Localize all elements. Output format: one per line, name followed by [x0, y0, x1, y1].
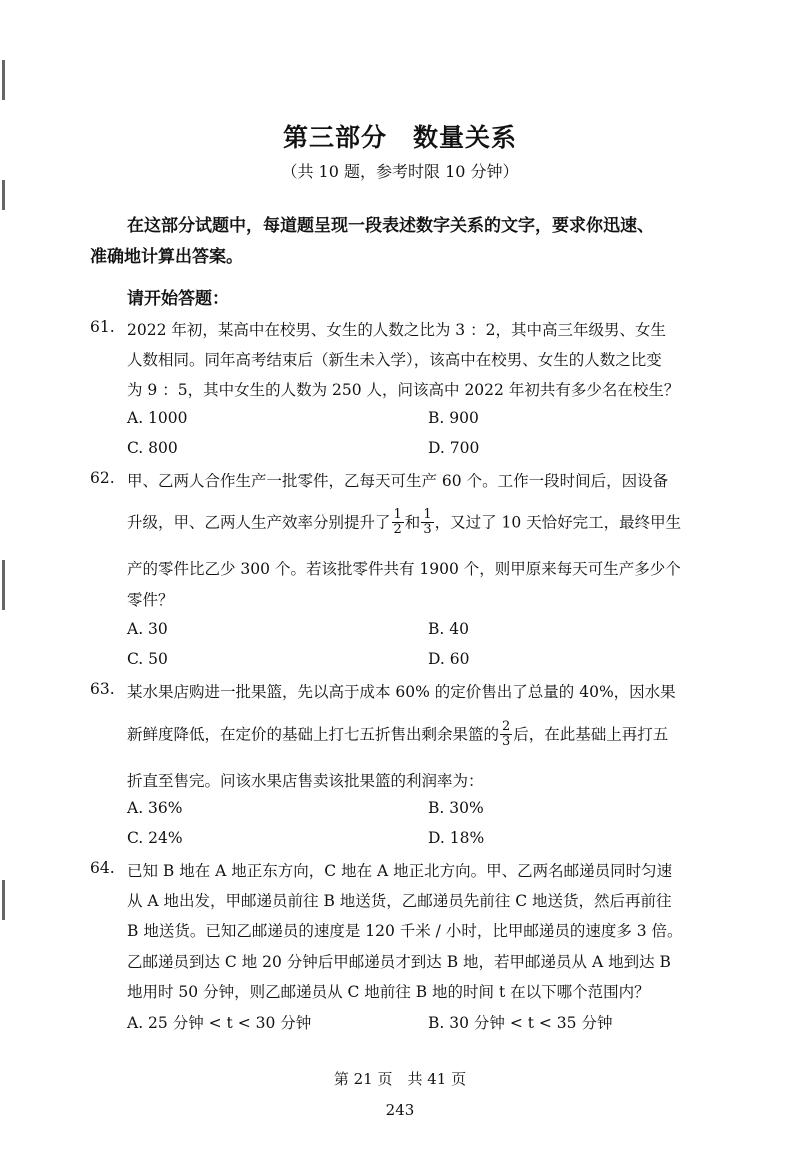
fraction-denominator: 2: [393, 522, 402, 537]
question-text-line: 产的零件比乙少 300 个。若该批零件共有 1900 个，则甲原来每天可生产多少个: [127, 560, 681, 578]
question-text-line: 乙邮递员到达 C 地 20 分钟后甲邮递员才到达 B 地，若甲邮递员从 A 地到达 B: [127, 953, 671, 971]
instructions-line-2: 准确地计算出答案。: [90, 247, 243, 267]
fraction-one-third: [421, 508, 433, 537]
fraction-one-half: [392, 508, 404, 537]
question-text-line: 地用时 50 分钟，则乙邮递员从 C 地前往 B 地的时间 t 在以下哪个范围内？: [127, 983, 650, 1001]
question-number: 61.: [90, 318, 115, 336]
question-text-line: 甲、乙两人合作生产一批零件，乙每天可生产 60 个。工作一段时间后，因设备: [127, 472, 669, 490]
fraction-denominator: 3: [502, 734, 511, 749]
page-indicator: 第 21 页 共 41 页: [333, 1070, 467, 1088]
option-d: D. 60: [428, 650, 470, 668]
question-text-line: 为 9 ：5，其中女生的人数为 250 人，问该高中 2022 年初共有多少名在校生？: [127, 381, 680, 399]
option-a: A. 30: [127, 620, 168, 638]
fraction-two-thirds: [500, 720, 512, 749]
option-a: A. 25 分钟 < t < 30 分钟: [127, 1014, 312, 1032]
text-segment: ，又过了 10 天恰好完工，最终甲生: [434, 513, 682, 532]
fraction-numerator: 1: [393, 507, 402, 522]
option-a: A. 1000: [127, 409, 188, 427]
question-text-line: 2022 年初，某高中在校男、女生的人数之比为 3 ：2，其中高三年级男、女生: [127, 321, 666, 339]
question-text-line: 人数相同。同年高考结束后（新生未入学），该高中在校男、女生的人数之比变: [127, 351, 662, 369]
page-number: 243: [385, 1101, 415, 1119]
text-segment: 升级，甲、乙两人生产效率分别提升了: [127, 513, 391, 532]
option-c: C. 50: [127, 650, 168, 668]
section-subtitle: （共 10 题，参考时限 10 分钟）: [281, 162, 519, 181]
question-text-line: 零件？: [127, 591, 174, 609]
option-b: B. 40: [428, 620, 469, 638]
margin-mark: [2, 560, 5, 610]
question-text-line: 已知 B 地在 A 地正东方向，C 地在 A 地正北方向。甲、乙两名邮递员同时匀速: [127, 862, 673, 880]
margin-mark: [2, 60, 5, 100]
option-a: A. 36%: [127, 799, 183, 817]
instructions-line-1: 在这部分试题中，每道题呈现一段表述数字关系的文字，要求你迅速、: [127, 216, 654, 236]
question-text-line-with-fractions: [127, 509, 681, 538]
text-segment: 和: [404, 513, 421, 532]
question-text-line: B 地送货。已知乙邮递员的速度是 120 千米 / 小时，比甲邮递员的速度多 3 倍。: [127, 922, 683, 940]
question-number: 63.: [90, 680, 115, 698]
text-segment: 后，在此基础上再打五: [513, 725, 669, 744]
option-b: B. 900: [428, 409, 479, 427]
option-b: B. 30%: [428, 799, 484, 817]
option-d: D. 18%: [428, 829, 485, 847]
option-d: D. 700: [428, 439, 480, 457]
fraction-numerator: 2: [502, 719, 511, 734]
question-number: 64.: [90, 859, 115, 877]
instructions-start: 请开始答题：: [127, 289, 229, 309]
question-number: 62.: [90, 469, 115, 487]
question-text-line: 从 A 地出发，甲邮递员前往 B 地送货，乙邮递员先前往 C 地送货，然后再前往: [127, 892, 672, 910]
option-c: C. 24%: [127, 829, 183, 847]
fraction-numerator: 1: [423, 507, 432, 522]
question-text-line: 折直至售完。问该水果店售卖该批果篮的利润率为：: [127, 772, 484, 790]
section-title: 第三部分 数量关系: [282, 123, 517, 152]
margin-mark: [2, 180, 5, 210]
fraction-denominator: 3: [423, 522, 432, 537]
question-text-line: 某水果店购进一批果篮，先以高于成本 60% 的定价售出了总量的 40%，因水果: [127, 683, 676, 701]
text-segment: 新鲜度降低，在定价的基础上打七五折售出剩余果篮的: [127, 725, 500, 744]
question-text-line-with-fraction: [127, 721, 668, 750]
margin-mark: [2, 880, 5, 920]
option-c: C. 800: [127, 439, 178, 457]
option-b: B. 30 分钟 < t < 35 分钟: [428, 1014, 613, 1032]
